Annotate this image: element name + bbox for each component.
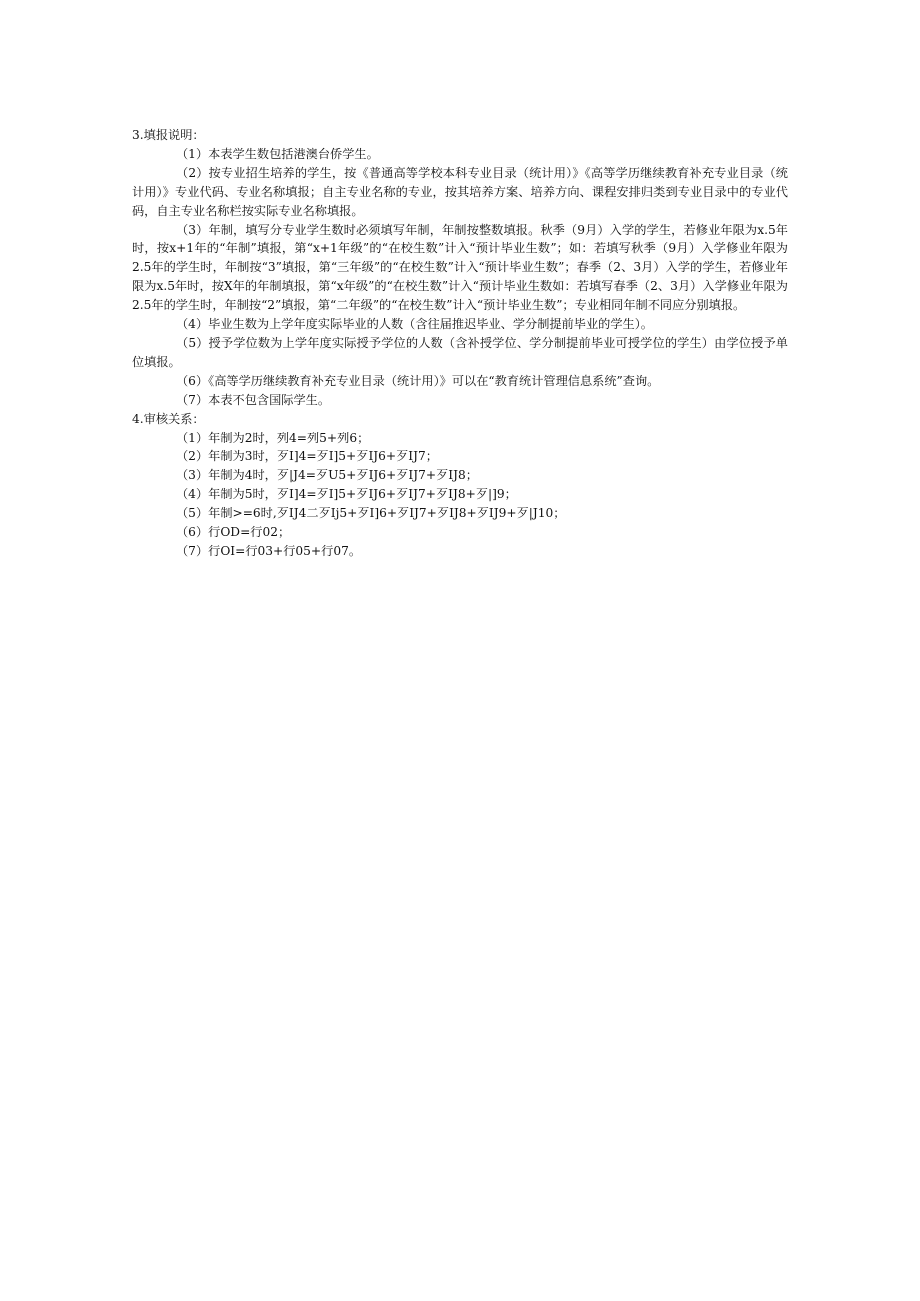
section-4-item-3: （3）年制为4时，歹|J4=歹U5+歹IJ6+歹IJ7+歹IJ8； [176, 468, 478, 483]
section-4-item-5: （5）年制>=6时,歹IJ4二歹Ij5+歹I]6+歹IJ7+歹IJ8+歹IJ9+歹|J10； [176, 506, 566, 521]
section-4-item-4: （4）年制为5时，歹I]4=歹I]5+歹IJ6+歹IJ7+歹IJ8+歹|]9； [176, 487, 517, 502]
section-3-item-2: （2）按专业招生培养的学生，按《普通高等学校本科专业目录（统计用）》《高等学历继续教育补充专业目录（统计用）》专业代码、专业名称填报；自主专业名称的专业，按其培养方案、培养方向、课程安排归类到专业目录中的专业代码，自主专业名称栏按实际专业名称填报。 [132, 165, 788, 218]
section-3-item-3: （3）年制，填写分专业学生数时必须填写年制，年制按整数填报。秋季（9月）入学的学生，若修业年限为x.5年时，按x+1年的“年制”填报，第“x+1年级”的“在校生数”计入“预计毕业生数”；如：若填写秋季（9月）入学修业年限为2.5年的学生时，年制按“3”填报，第“三年级”的“在校生数”计入“预计毕业生数”；春季（2、3月）入学的学生，若修业年限为x.5年时，按X年的年制填报，第“x年级”的“在校生数”计入“预计毕业生数如：若填写春季（2、3月）入学修业年限为2.5年的学生时，年制按“2”填报，第“二年级”的“在校生数”计入“预计毕业生数”；专业相同年制不同应分别填报。 [132, 222, 788, 313]
section-4-item-2: （2）年制为3时，歹I]4=歹I]5+歹IJ6+歹IJ7； [176, 449, 438, 464]
section-4-heading: 4.审核关系： [132, 411, 205, 426]
section-3-item-5: （5）授予学位数为上学年度实际授予学位的人数（含补授学位、学分制提前毕业可授学位的学生）由学位授予单位填报。 [132, 335, 788, 369]
section-3-heading: 3.填报说明： [132, 128, 205, 142]
section-3-item-6: （6）《高等学历继续教育补充专业目录（统计用）》可以在“教育统计管理信息系统”查询。 [176, 373, 660, 388]
section-4-item-7: （7）行OI=行03+行05+行07。 [176, 543, 362, 558]
section-3-item-7: （7）本表不包含国际学生。 [176, 392, 331, 407]
section-4-item-6: （6）行OD=行02； [176, 525, 291, 540]
section-4-item-1: （1）年制为2时，列4=列5+列6； [176, 430, 370, 445]
document-page [132, 126, 788, 561]
section-3-item-4: （4）毕业生数为上学年度实际毕业的人数（含往届推迟毕业、学分制提前毕业的学生）。 [176, 317, 653, 332]
section-3-item-1: （1）本表学生数包括港澳台侨学生。 [176, 146, 379, 161]
